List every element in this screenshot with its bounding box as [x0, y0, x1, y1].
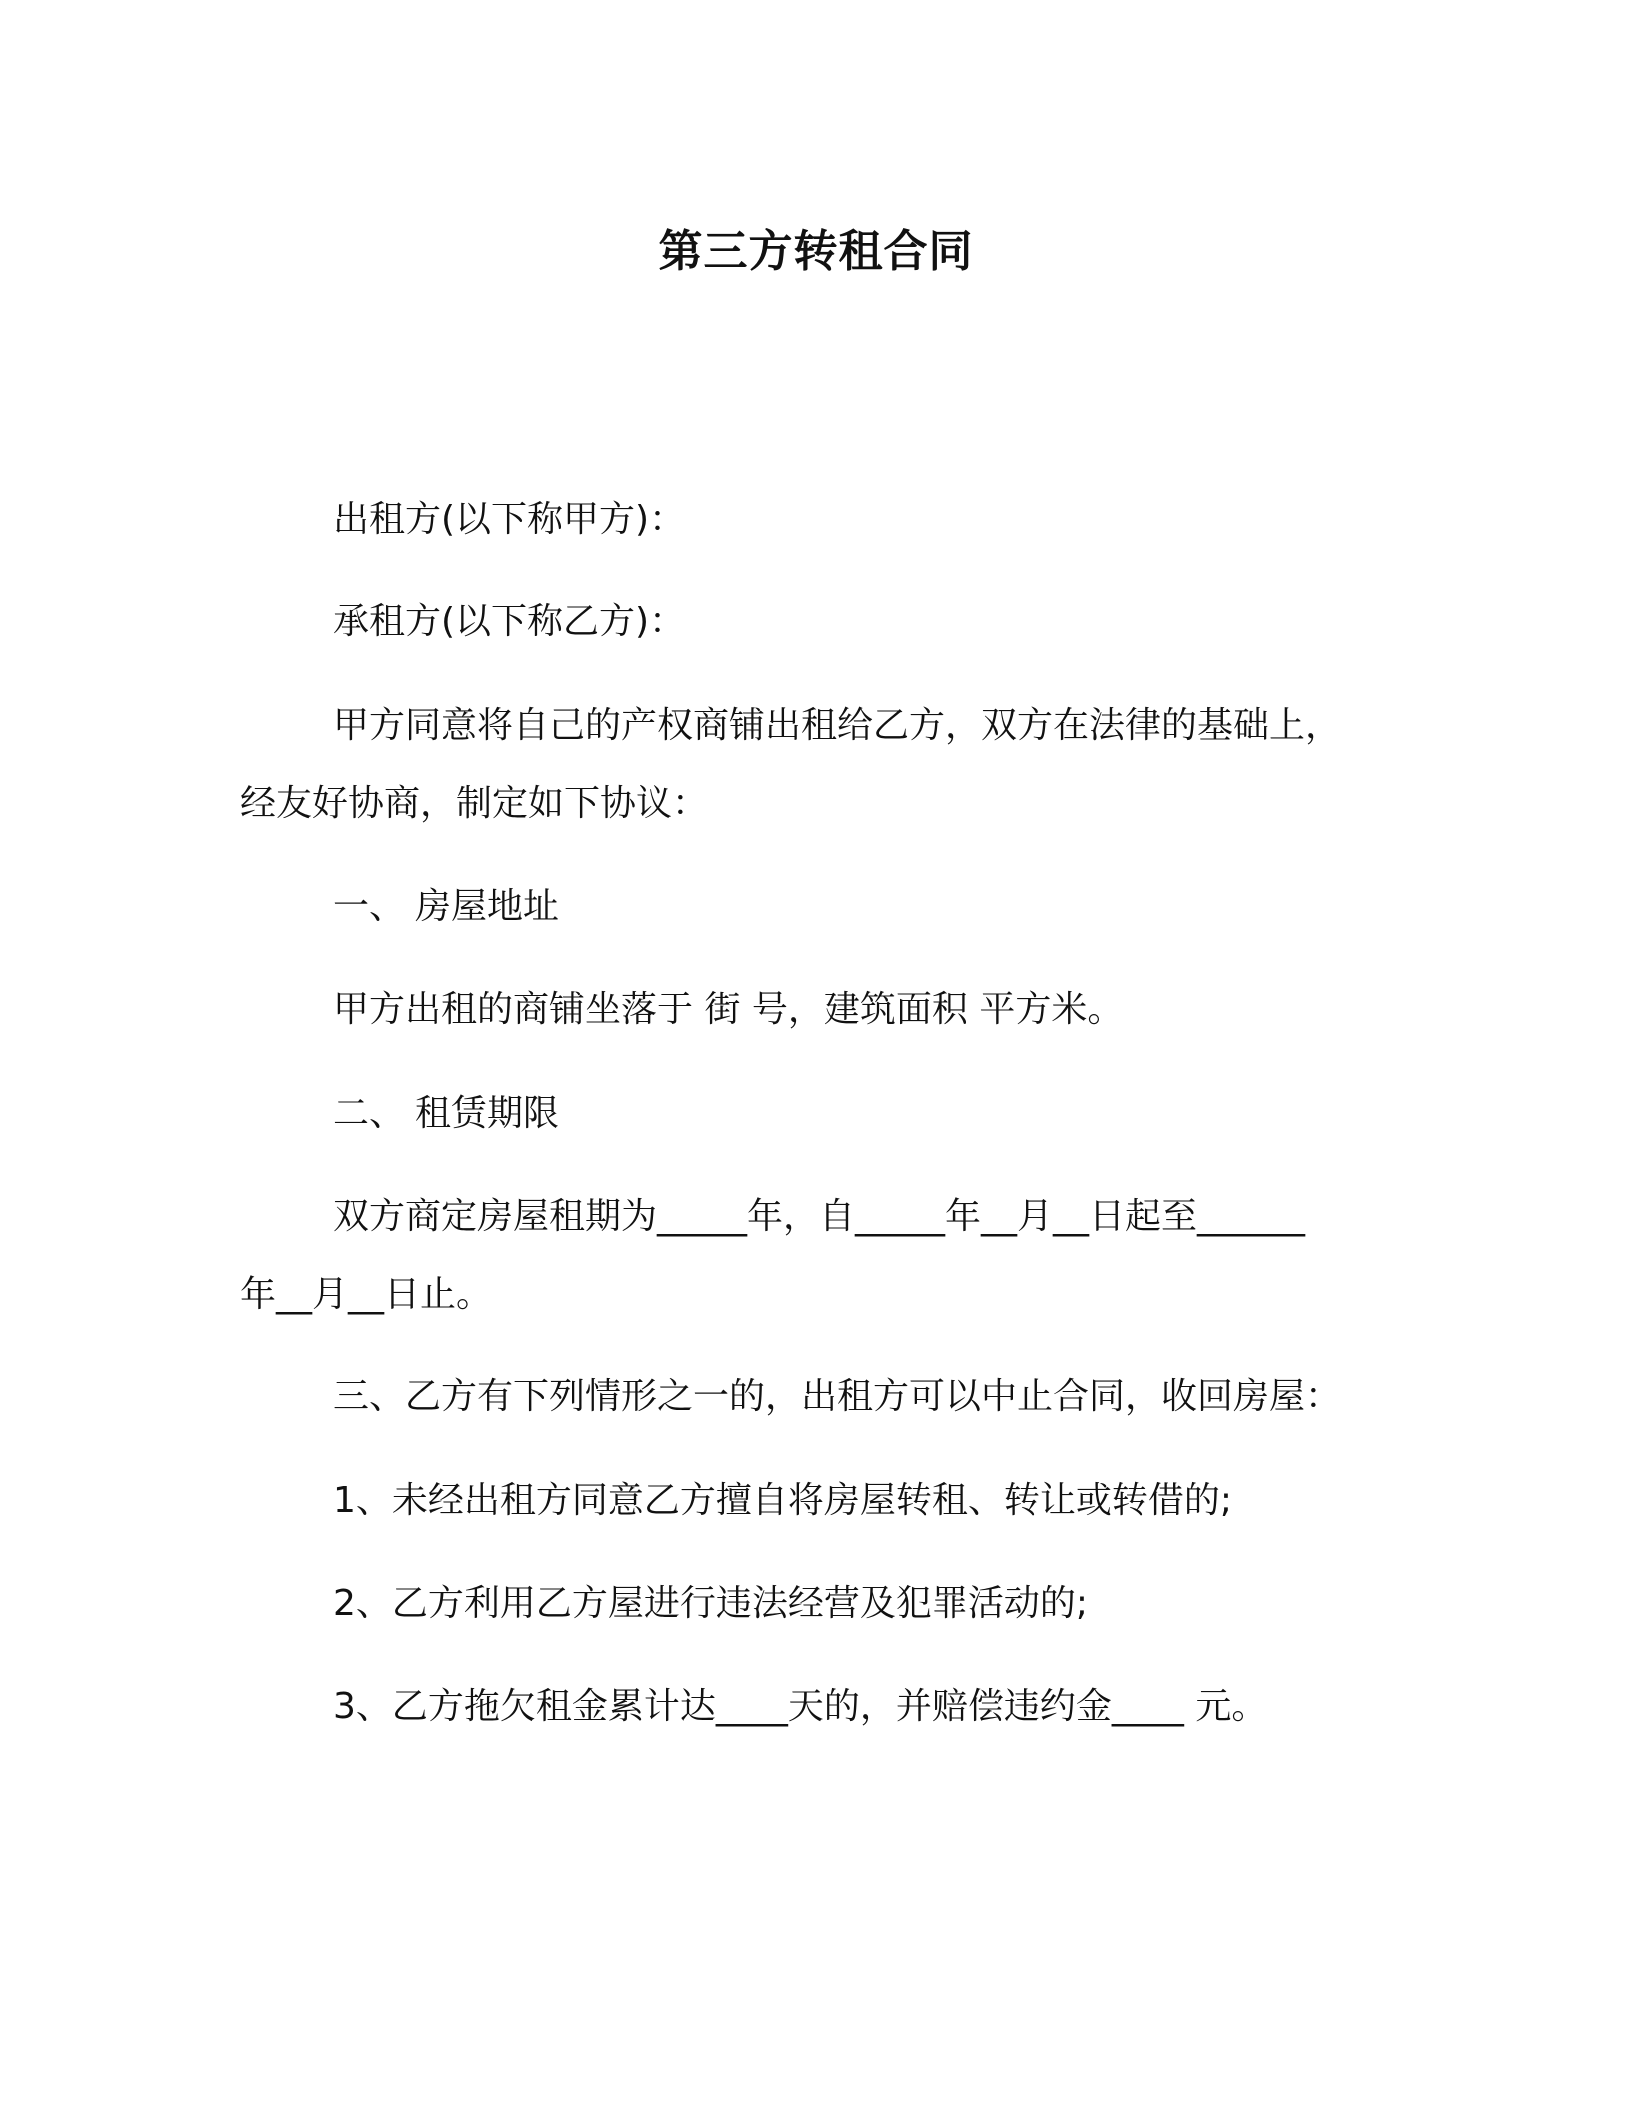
section-2-heading — [333, 1089, 559, 1139]
section-3-item-1: 1、未经出租方同意乙方擅自将房屋转租、转让或转借的; — [333, 1480, 1233, 1521]
intro-paragraph-line-1: 甲方同意将自己的产权商铺出租给乙方，双方在法律的基础上， — [333, 705, 1342, 746]
section-2-number: 二、 — [333, 1093, 406, 1134]
section-2-body-line-1: 双方商定房屋租期为_____年，自_____年__月__日起至______ — [333, 1196, 1306, 1237]
section-3-item-3: 3、乙方拖欠租金累计达____天的，并赔偿违约金____ 元。 — [333, 1686, 1268, 1727]
section-1-number: 一、 — [333, 886, 406, 927]
section-1-title: 房屋地址 — [415, 886, 560, 927]
section-1-heading — [333, 882, 559, 932]
document-title: 第三方转租合同 — [658, 226, 974, 277]
section-2-title: 租赁期限 — [415, 1093, 560, 1134]
section-3-item-2: 2、乙方利用乙方屋进行违法经营及犯罪活动的; — [333, 1583, 1089, 1624]
section-3-heading: 三、乙方有下列情形之一的，出租方可以中止合同，收回房屋： — [333, 1376, 1342, 1417]
intro-paragraph-line-2: 经友好协商，制定如下协议： — [240, 783, 709, 824]
section-2-body-line-2: 年__月__日止。 — [240, 1274, 493, 1315]
lessee-line: 承租方(以下称乙方)： — [333, 601, 686, 642]
lessor-line: 出租方(以下称甲方)： — [333, 499, 686, 540]
section-1-body: 甲方出租的商铺坐落于 街 号，建筑面积 平方米。 — [333, 989, 1124, 1030]
